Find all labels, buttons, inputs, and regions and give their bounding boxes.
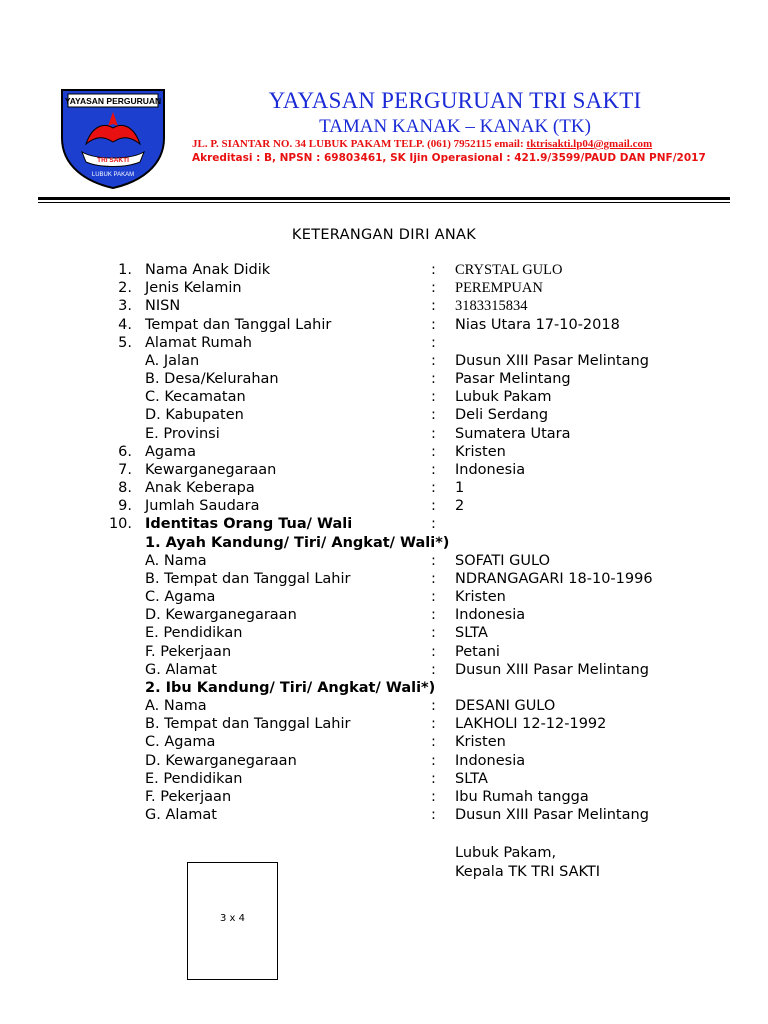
row-label: Nama Anak Didik xyxy=(145,262,271,278)
row-colon: : xyxy=(431,734,436,751)
row-value: DESANI GULO xyxy=(455,698,556,715)
row-colon: : xyxy=(431,352,436,369)
row-number: 7. xyxy=(118,461,132,478)
signature-role: Kepala TK TRI SAKTI xyxy=(455,864,601,880)
row-value: Petani xyxy=(455,643,500,660)
row-label: G. Alamat xyxy=(145,807,217,824)
row-colon: : xyxy=(431,334,436,351)
row-label: A. Jalan xyxy=(145,352,200,369)
row-value: Nias Utara 17-10-2018 xyxy=(455,316,620,333)
row-label: D. Kewarganegaraan xyxy=(145,607,297,624)
row-colon: : xyxy=(431,298,436,315)
email-link[interactable]: tktrisakti.lp04@gmail.com xyxy=(526,138,653,150)
row-colon: : xyxy=(431,752,436,769)
row-colon: : xyxy=(431,552,436,569)
form-row xyxy=(0,261,768,279)
form-row xyxy=(0,352,768,370)
row-colon: : xyxy=(431,407,436,424)
foundation-title: YAYASAN PERGURUAN TRI SAKTI xyxy=(268,88,642,113)
row-label: Kewarganegaraan xyxy=(145,461,277,478)
row-label: D. Kewarganegaraan xyxy=(145,752,297,769)
svg-text:TRI SAKTI: TRI SAKTI xyxy=(97,157,129,164)
row-value: Pasar Melintang xyxy=(455,371,571,388)
row-label: Tempat dan Tanggal Lahir xyxy=(145,316,332,333)
row-colon: : xyxy=(431,589,436,606)
row-label: E. Pendidikan xyxy=(145,625,243,642)
form-row xyxy=(0,588,768,606)
row-value: Kristen xyxy=(455,589,506,606)
row-number: 6. xyxy=(118,443,132,460)
row-label: Anak Keberapa xyxy=(145,480,255,497)
form-row xyxy=(0,661,768,679)
row-value: SLTA xyxy=(455,625,488,642)
row-label: B. Tempat dan Tanggal Lahir xyxy=(145,570,351,587)
row-number: 10. xyxy=(108,516,132,533)
row-value: Indonesia xyxy=(455,461,526,478)
form-row xyxy=(0,279,768,297)
form-row xyxy=(0,370,768,388)
row-label: NISN xyxy=(145,298,181,315)
form-row xyxy=(0,443,768,461)
row-value: Indonesia xyxy=(455,752,526,769)
row-number: 9. xyxy=(118,498,132,515)
row-colon: : xyxy=(431,498,436,515)
row-number: 2. xyxy=(118,280,132,297)
row-number: 8. xyxy=(118,480,132,497)
school-address xyxy=(192,138,712,150)
row-colon: : xyxy=(431,607,436,624)
row-colon: : xyxy=(431,389,436,406)
row-label: B. Tempat dan Tanggal Lahir xyxy=(145,716,351,733)
row-value: 1 xyxy=(455,480,465,497)
row-label: Jumlah Saudara xyxy=(145,498,260,515)
row-colon: : xyxy=(431,461,436,478)
row-value: LAKHOLI 12-12-1992 xyxy=(455,716,607,733)
row-value: Kristen xyxy=(455,443,506,460)
row-label: A. Nama xyxy=(145,698,207,715)
row-colon: : xyxy=(431,661,436,678)
row-colon: : xyxy=(431,443,436,460)
row-value: 2 xyxy=(455,498,465,515)
form-row xyxy=(0,406,768,424)
svg-text:YAYASAN PERGURUAN: YAYASAN PERGURUAN xyxy=(64,96,162,106)
form-row xyxy=(0,752,768,770)
form-row xyxy=(0,479,768,497)
row-colon: : xyxy=(431,570,436,587)
row-label: 1. Ayah Kandung/ Tiri/ Angkat/ Wali*) xyxy=(145,534,450,551)
row-colon: : xyxy=(431,625,436,642)
form-title: KETERANGAN DIRI ANAK xyxy=(291,227,477,243)
row-label: E. Provinsi xyxy=(145,425,220,442)
row-colon: : xyxy=(431,516,436,533)
row-label: Alamat Rumah xyxy=(145,334,252,351)
form-row xyxy=(0,715,768,733)
row-value: SLTA xyxy=(455,770,488,787)
row-label: D. Kabupaten xyxy=(145,407,244,424)
school-logo xyxy=(56,86,170,190)
accreditation-line: Akreditasi : B, NPSN : 69803461, SK Ijin Operasional : 421.9/3599/PAUD DAN PNF/2017 xyxy=(192,152,706,164)
row-value: Lubuk Pakam xyxy=(455,389,552,406)
form-row xyxy=(0,388,768,406)
svg-text:LUBUK PAKAM: LUBUK PAKAM xyxy=(91,172,135,178)
form-row xyxy=(0,624,768,642)
row-number: 3. xyxy=(118,298,132,315)
form-row xyxy=(0,733,768,751)
form-row xyxy=(0,770,768,788)
row-label: G. Alamat xyxy=(145,661,217,678)
row-label: Agama xyxy=(145,443,197,460)
row-value: Dusun XIII Pasar Melintang xyxy=(455,661,649,678)
row-colon: : xyxy=(431,698,436,715)
row-label: C. Agama xyxy=(145,589,216,606)
form-row xyxy=(0,806,768,824)
row-colon: : xyxy=(431,371,436,388)
row-value: Deli Serdang xyxy=(455,407,549,424)
form-row xyxy=(0,297,768,315)
row-colon: : xyxy=(431,770,436,787)
form-row xyxy=(0,425,768,443)
photo-box xyxy=(187,862,278,980)
row-number: 4. xyxy=(118,316,132,333)
form-row xyxy=(0,606,768,624)
row-colon: : xyxy=(431,316,436,333)
row-colon: : xyxy=(431,716,436,733)
row-colon: : xyxy=(431,425,436,442)
row-colon: : xyxy=(431,788,436,805)
form-row xyxy=(0,697,768,715)
row-label: Identitas Orang Tua/ Wali xyxy=(145,516,353,533)
form-row xyxy=(0,552,768,570)
header-divider-thin xyxy=(38,202,730,203)
form-row xyxy=(0,497,768,515)
row-label: A. Nama xyxy=(145,552,207,569)
row-value: Indonesia xyxy=(455,607,526,624)
row-value: Kristen xyxy=(455,734,506,751)
row-colon: : xyxy=(431,643,436,660)
form-row xyxy=(0,316,768,334)
row-number: 1. xyxy=(118,262,132,278)
row-label: F. Pekerjaan xyxy=(145,788,232,805)
row-label: Jenis Kelamin xyxy=(145,280,242,297)
form-row xyxy=(0,534,768,552)
form-row xyxy=(0,679,768,697)
row-label: B. Desa/Kelurahan xyxy=(145,371,279,388)
row-label: C. Agama xyxy=(145,734,216,751)
row-value: PEREMPUAN xyxy=(455,280,543,297)
row-value: Dusun XIII Pasar Melintang xyxy=(455,807,649,824)
row-number: 5. xyxy=(118,334,132,351)
form-row xyxy=(0,461,768,479)
row-value: Sumatera Utara xyxy=(455,425,571,442)
row-label: F. Pekerjaan xyxy=(145,643,232,660)
address-text: JL. P. SIANTAR NO. 34 LUBUK PAKAM TELP. (061) 7952115 email: xyxy=(192,138,527,150)
row-colon: : xyxy=(431,480,436,497)
row-colon: : xyxy=(431,280,436,297)
row-value: Dusun XIII Pasar Melintang xyxy=(455,352,649,369)
row-value: Ibu Rumah tangga xyxy=(455,788,589,805)
form-row xyxy=(0,515,768,533)
form-row xyxy=(0,570,768,588)
row-colon: : xyxy=(431,807,436,824)
row-label: E. Pendidikan xyxy=(145,770,243,787)
row-value: 3183315834 xyxy=(455,298,528,315)
form-row xyxy=(0,643,768,661)
school-subtitle: TAMAN KANAK – KANAK (TK) xyxy=(319,116,591,137)
signature-place: Lubuk Pakam, xyxy=(455,845,557,861)
row-value: CRYSTAL GULO xyxy=(455,262,563,278)
form-row xyxy=(0,788,768,806)
row-value: NDRANGAGARI 18-10-1996 xyxy=(455,570,653,587)
header-divider-thick xyxy=(38,197,730,200)
row-value: SOFATI GULO xyxy=(455,552,550,569)
photo-size-label: 3 x 4 xyxy=(220,913,245,924)
row-label: 2. Ibu Kandung/ Tiri/ Angkat/ Wali*) xyxy=(145,679,436,696)
row-label: C. Kecamatan xyxy=(145,389,246,406)
row-colon: : xyxy=(431,262,436,278)
form-row xyxy=(0,334,768,352)
